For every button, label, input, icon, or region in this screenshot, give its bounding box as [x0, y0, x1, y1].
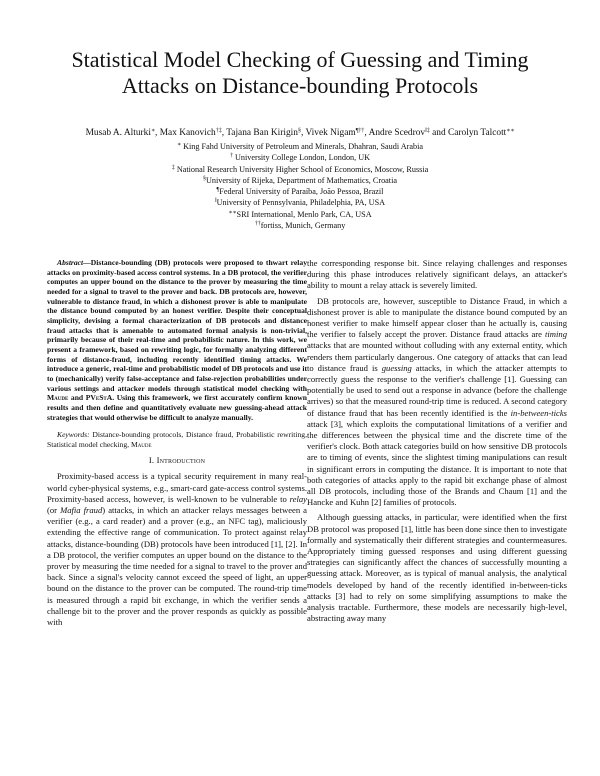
paper-title	[20, 47, 580, 99]
intro-paragraph-1: Proximity-based access is a typical security requirement in many real-world cyber-physical systems, e.g., smart-card gate-access control systems. Proximity-based access, however, is well-known to be vulnerable to relay (or Mafia fraud) attacks, in which an attacker relays messages between a verifier (e.g., a card reader) and a prover (e.g., an NFC tag), maliciously extending the effective range of communication. To protect against relay attacks, distance-bounding (DB) protocols have been introduced [1], [2]. In a DB protocol, the verifier computes an upper bound on the distance to the prover by measuring the time needed for a signal to travel to the prover and back. Since a signal's velocity cannot exceed the speed of light, an upper bound on the distance to the prover can be computed. The round-trip time is measured through a rapid bit exchange, in which the verifier sends a challenge bit to the prover and the prover responds as quickly as possible with	[47, 471, 307, 627]
title-line-1: Statistical Model Checking of Guessing and Timing	[71, 47, 529, 72]
author-3: Tajana Ban Kirigin§,	[226, 128, 306, 138]
left-column	[47, 258, 307, 628]
keywords-label: Keywords:	[57, 430, 90, 440]
affiliation-5: ¶Federal University of Paraíba, João Pessoa, Brazil	[216, 187, 384, 197]
intro-paragraph-2: DB protocols are, however, susceptible to Distance Fraud, in which a dishonest prover is able to manipulate the distance bound computed by an honest verifier to make himself appear closer than he actually is, causing the verifier to falsely accept the prover. Distance fraud attacks are timing attacks that are mounted without colluding with any external entity, which renders them particularly dangerous. One category of attacks that can lead to distance fraud is guessing attacks, in which the attacker attempts to correctly guess the response to the verifier's challenge [1]. Guessing can potentially be used to send out a response in advance (before the challenge arrives) so that the measured round-trip time is reduced. A second category of distance fraud that has been recently identified is the in-between-ticks attack [3], which exploits the computational limitations of a verifier and the differences between the physical time and the discrete time of the verifier's clock. Both attack categories build on how sensitive DB protocols are to timing of events, since the slightest timing manipulations can result in significant errors in computing the distance. It is important to note that both categories of attacks apply to the rapid bit exchange phase of almost all DB protocols, including those of the Brands and Chaum [1] and the Hancke and Kuhn [2] families of protocols.	[307, 295, 567, 508]
affiliation-8: ††fortiss, Munich, Germany	[254, 221, 346, 231]
keywords: Keywords: Distance-bounding protocols, Distance fraud, Probabilistic rewriting, Statistical model checking, Maude	[47, 430, 307, 449]
tool-pvesta: PVeStA	[85, 393, 113, 403]
affiliation-4: §University of Rijeka, Department of Mathematics, Croatia	[203, 175, 397, 185]
affiliation-list	[60, 141, 540, 231]
section-heading-introduction: I. Introduction	[148, 455, 206, 466]
intro-paragraph-1-continued: the corresponding response bit. Since relaying challenges and responses during this phase introduces relatively significant delays, an attacker's ability to mount a relay attack is severely limited.	[307, 258, 567, 291]
affiliation-6: ‖University of Pennsylvania, Philadelphia, PA, USA	[214, 198, 386, 208]
affiliation-1: ∗ King Fahd University of Petroleum and Minerals, Dhahran, Saudi Arabia	[176, 142, 424, 151]
author-4: Vivek Nigam¶††,	[305, 128, 369, 138]
tool-maude: Maude	[47, 393, 69, 403]
abstract: Abstract—Distance-bounding (DB) protocols were proposed to thwart relay attacks on proximity-based access control systems. In a DB protocol, the verifier computes an upper bound on the distance to the prover by measuring the time needed for a signal to travel to the prover and back. DB protocols are, however, vulnerable to distance fraud, in which a dishonest prover is able to manipulate the distance bound computed by an honest verifier. Despite their conceptual simplicity, devising a formal characterization of DB protocols and distance fraud attacks that is amenable to automated formal analysis is non-trivial, primarily because of their real-time and probabilistic nature. In this work, we present a framework, based on rewriting logic, for formally analyzing different forms of distance-fraud, including recently identified timing attacks. We introduce a generic, real-time and probabilistic model of DB protocols and use it to (mechanically) verify false-acceptance and false-rejection probabilities under various settings and attacker models through statistical model checking with Maude and PVeStA. Using this framework, we first accurately confirm known results and then define and quantitatively evaluate new guessing-ahead attack strategies that would otherwise be difficult to analyze manually.	[47, 258, 307, 422]
affiliation-2: † University College London, London, UK	[229, 153, 371, 163]
affiliation-3: ‡ National Research University Higher School of Economics, Moscow, Russia	[171, 164, 429, 174]
title-line-2: Attacks on Distance-bounding Protocols	[121, 73, 479, 98]
author-6: Carolyn Talcott∗∗	[448, 128, 515, 138]
author-list	[10, 127, 590, 139]
author-1: Musab A. Alturki∗,	[85, 128, 160, 138]
abstract-label: Abstract	[57, 258, 84, 267]
affiliation-7: ∗∗SRI International, Menlo Park, CA, USA	[228, 209, 372, 219]
intro-paragraph-3: Although guessing attacks, in particular, were identified when the first DB protocol was proposed [1], little has been done since then to investigate formally and systematically their different strategies and countermeasures. Appropriately timing guessed responses and using different guessing strategies can significantly affect the chances of successfully mounting a guessing attack. Moreover, as is typical of manual analysis, the analytical models developed by hand of the recently identified in-between-ticks attacks [3] had to rely on some simplifying assumptions to make the analysis tractable. Furthermore, these models are necessarily high-level, abstracting away many	[307, 512, 567, 624]
author-5: Andre Scedrov‖‡ and	[368, 128, 448, 138]
right-column	[307, 258, 567, 625]
author-2: Max Kanovich†‡,	[159, 128, 227, 138]
